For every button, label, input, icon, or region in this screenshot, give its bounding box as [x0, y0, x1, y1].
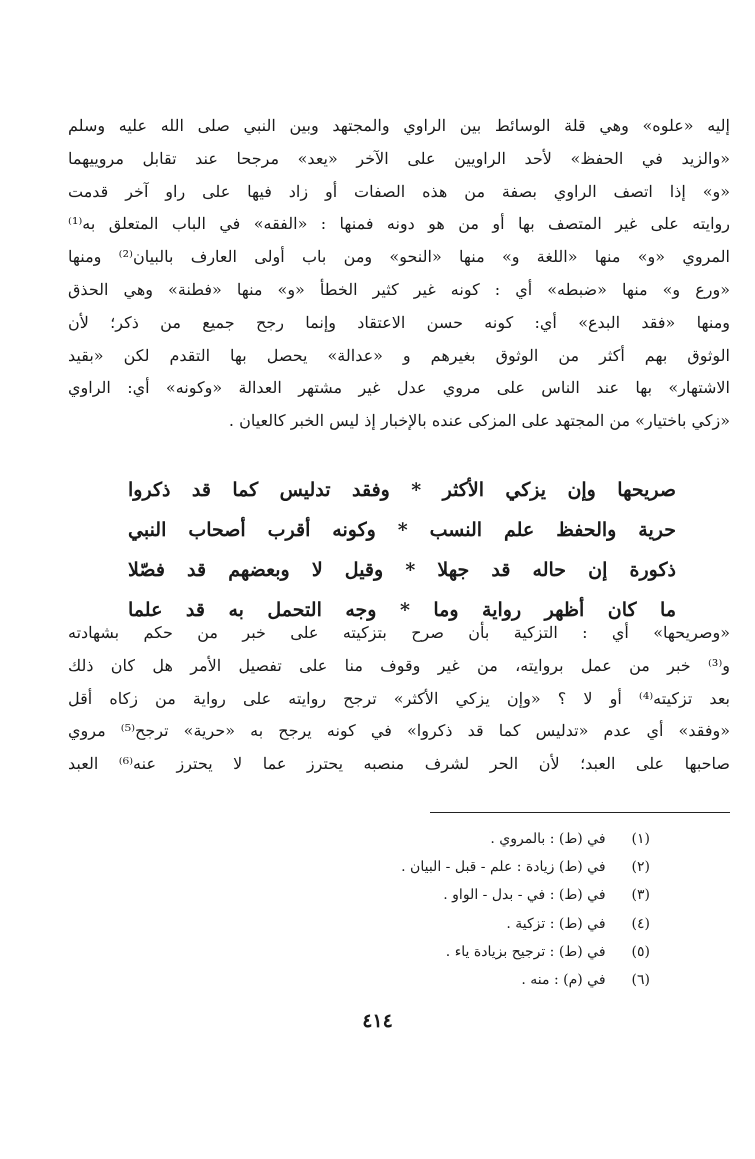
footnote: [230, 910, 650, 938]
text-line: «ورع و» منها «ضبطه» أي : كونه غير كثير الخطأ «و» منها «فطنة» وهي الحذق: [68, 279, 730, 299]
footnote-number: (٦): [631, 971, 650, 988]
text-line: «زكي باختيار» من المجتهد على المزكى عنده بالإخبار إذ ليس الخبر كالعيان .: [228, 411, 730, 431]
footnote-text: في (ط) : في - بدل - الواو .: [443, 887, 606, 904]
footnote: [230, 938, 650, 966]
footnote-text: في (ط) زيادة : علم - قبل - البيان .: [401, 859, 606, 876]
text-line: الوثوق بهم أكثر من الوثوق بغيرهم و «عدالة» يحصل بها التقدم لكن «بقيد: [68, 345, 730, 365]
poem-line: ذكورة إن حاله قد جهلا * وقيل لا وبعضهم قد فصّلا: [128, 559, 676, 581]
footnote-text: في (م) : منه .: [521, 971, 606, 988]
footnote-divider: [430, 812, 730, 813]
text-line: صاحبها على العبد؛ لأن الحر لشرف منصبه يحترز عما لا يحترز عنه⁽⁶⁾ العبد: [68, 754, 730, 774]
main-text-bottom: [68, 617, 730, 781]
text-line: و⁽³⁾ خبر من عمل بروايته، من غير وقوف منا على تفصيل الأمر هل كان ذلك: [68, 655, 730, 675]
main-text-top: [68, 110, 730, 438]
footnote-number: (٥): [631, 943, 650, 960]
text-line: «و» إذا اتصف الراوي بصفة من هذه الصفات أو زاد فيها على راو آخر قدمت: [68, 181, 730, 201]
poem-line: ما كان أظهر رواية وما * وجه التحمل به قد علما: [128, 599, 676, 621]
poem-line: صريحها وإن يزكي الأكثر * وفقد تدليس كما قد ذكروا: [128, 479, 676, 501]
text-line: الاشتهار» بها عند الناس على مروي عدل غير مشتهر العدالة «وكونه» أي: الراوي: [68, 378, 730, 398]
text-line: بعد تزكيته⁽⁴⁾ أو لا ؟ «وإن يزكي الأكثر» ترجح روايته على رواية من زكاه أقل: [68, 688, 730, 708]
text-line: «والزيد في الحفظ» لأحد الراويين على الآخر «يعد» مرجحا عند تقابل مروييهما: [68, 148, 730, 168]
text-line: ومنها «فقد البدع» أي: كونه حسن الاعتقاد وإنما رجح جميع من ذكر؛ لأن: [68, 312, 730, 332]
footnote-number: (٣): [631, 887, 650, 904]
footnote-text: في (ط) : تزكية .: [506, 915, 606, 932]
footnote: [230, 825, 650, 853]
footnote: [230, 853, 650, 881]
page-number: ٤١٤: [362, 1010, 393, 1032]
footnote-text: في (ط) : بالمروي .: [490, 831, 606, 847]
footnote-number: (١): [631, 831, 650, 847]
footnote-number: (٢): [631, 859, 650, 876]
footnote-text: في (ط) : ترجيح بزيادة ياء .: [445, 943, 606, 960]
footnote-number: (٤): [631, 915, 650, 932]
poem-line: حرية والحفظ علم النسب * وكونه أقرب أصحاب النبي: [128, 519, 676, 541]
text-line: المروي «و» منها «اللغة و» منها «النحو» ومن باب أولى العارف بالبيان⁽²⁾ ومنها: [68, 247, 730, 267]
footnote: [230, 966, 650, 994]
text-line: إليه «علوه» وهي قلة الوسائط بين الراوي والمجتهد وبين النبي صلى الله عليه وسلم: [68, 116, 730, 135]
text-line: «وفقد» أي عدم «تدليس كما قد ذكروا» في كونه يرجح به «حرية» ترجح⁽⁵⁾ مروي: [68, 721, 730, 741]
poem-verses: [128, 470, 676, 630]
text-line: روايته على غير المتصف بها أو من هو دونه فمنها : «الفقه» في الباب المتعلق به⁽¹⁾: [68, 214, 730, 234]
text-line: «وصريحها» أي : التزكية بأن صرح بتزكيته على خبر من حكم بشهادته: [68, 623, 730, 642]
footnote: [230, 881, 650, 909]
footnotes: [230, 825, 650, 994]
